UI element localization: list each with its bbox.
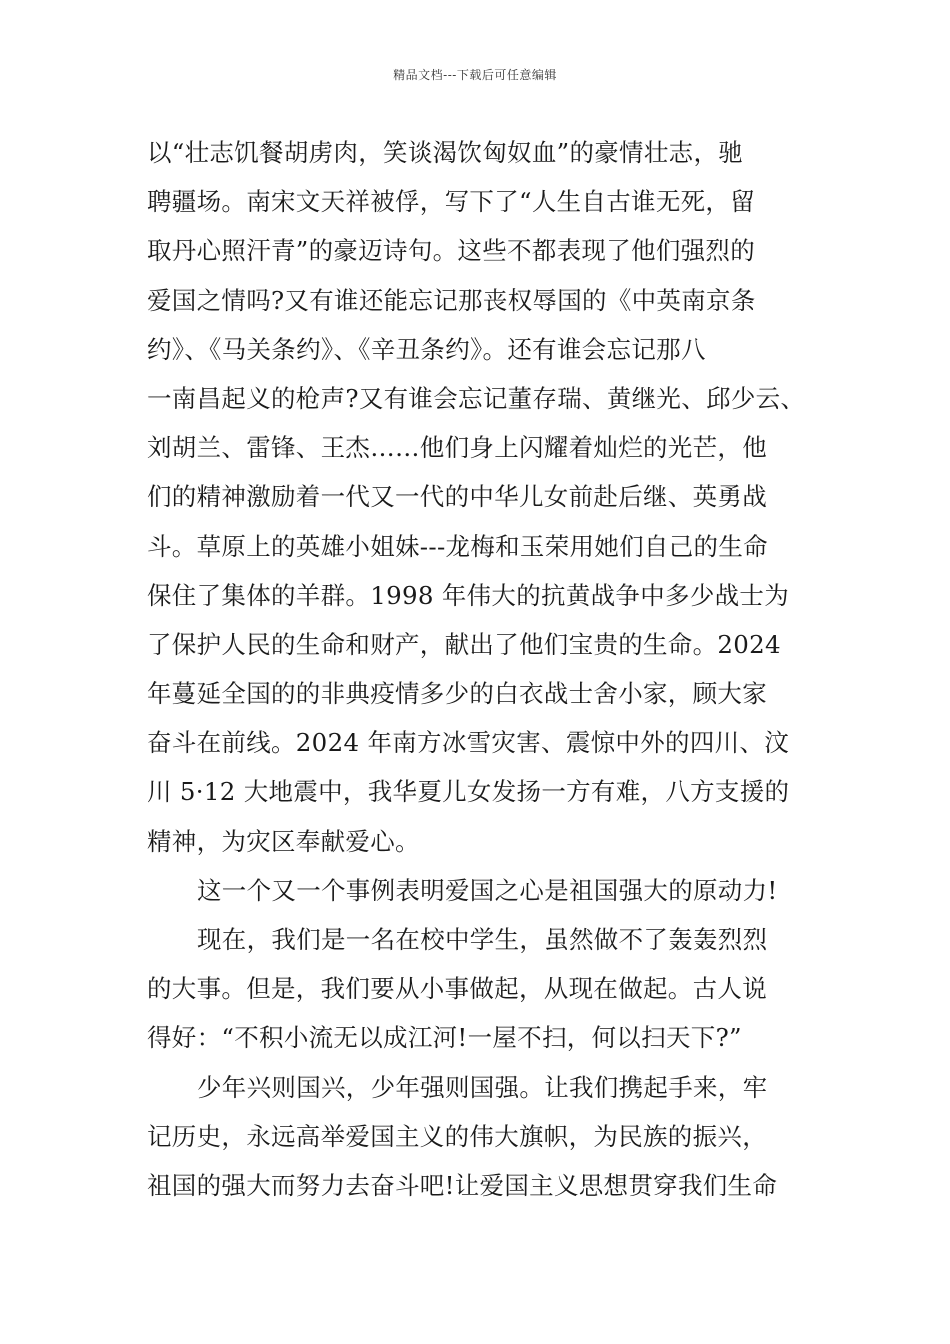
text-line: 少年兴则国兴，少年强则国强。让我们携起手来，牢 [197,1072,768,1102]
text-line: 奋斗在前线。2024 年南方冰雪灾害、震惊中外的四川、汶 [147,728,790,758]
text-line: 年蔓延全国的的非典疫情多少的白衣战士舍小家，顾大家 [147,679,767,709]
text-line: 得好：“不积小流无以成江河!一屋不扫，何以扫天下?” [147,1023,742,1053]
text-line: 约》、《马关条约》、《辛丑条约》。还有谁会忘记那八 [147,334,706,364]
document-body [147,128,807,1210]
text-line: 祖国的强大而努力去奋斗吧!让爱国主义思想贯穿我们生命 [147,1170,778,1200]
text-line: 记历史，永远高举爱国主义的伟大旗帜，为民族的振兴， [147,1121,767,1151]
text-line: 精神，为灾区奉献爱心。 [147,826,420,856]
text-line: 以“壮志饥餐胡虏肉，笑谈渴饮匈奴血”的豪情壮志，驰 [147,138,744,167]
text-line: 取丹心照汗青”的豪迈诗句。这些不都表现了他们强烈的 [147,236,756,266]
text-line: 现在，我们是一名在校中学生，虽然做不了轰轰烈烈 [197,925,768,954]
text-line: 聘疆场。南宋文天祥被俘，写下了“人生自古谁无死，留 [147,187,756,217]
text-line: 爱国之情吗?又有谁还能忘记那丧权辱国的《中英南京条 [147,285,756,315]
text-line: 们的精神激励着一代又一代的中华儿女前赴后继、英勇战 [147,482,767,512]
text-line: 川 5·12 大地震中，我华夏儿女发扬一方有难，八方支援的 [147,777,790,807]
text-line: 的大事。但是，我们要从小事做起，从现在做起。古人说 [147,974,767,1004]
text-line: 一南昌起义的枪声?又有谁会忘记董存瑞、黄继光、邱少云、 [147,383,806,413]
text-line: 斗。草原上的英雄小姐妹---龙梅和玉荣用她们自己的生命 [147,531,768,561]
page-header: 精品文档---下载后可任意编辑 [393,68,557,82]
text-line: 这一个又一个事例表明爱国之心是祖国强大的原动力! [197,875,778,905]
text-line: 刘胡兰、雷锋、王杰……他们身上闪耀着灿烂的光芒，他 [147,433,767,463]
text-line: 保住了集体的羊群。1998 年伟大的抗黄战争中多少战士为 [147,580,790,610]
text-line: 了保护人民的生命和财产，献出了他们宝贵的生命。2024 [147,629,781,659]
